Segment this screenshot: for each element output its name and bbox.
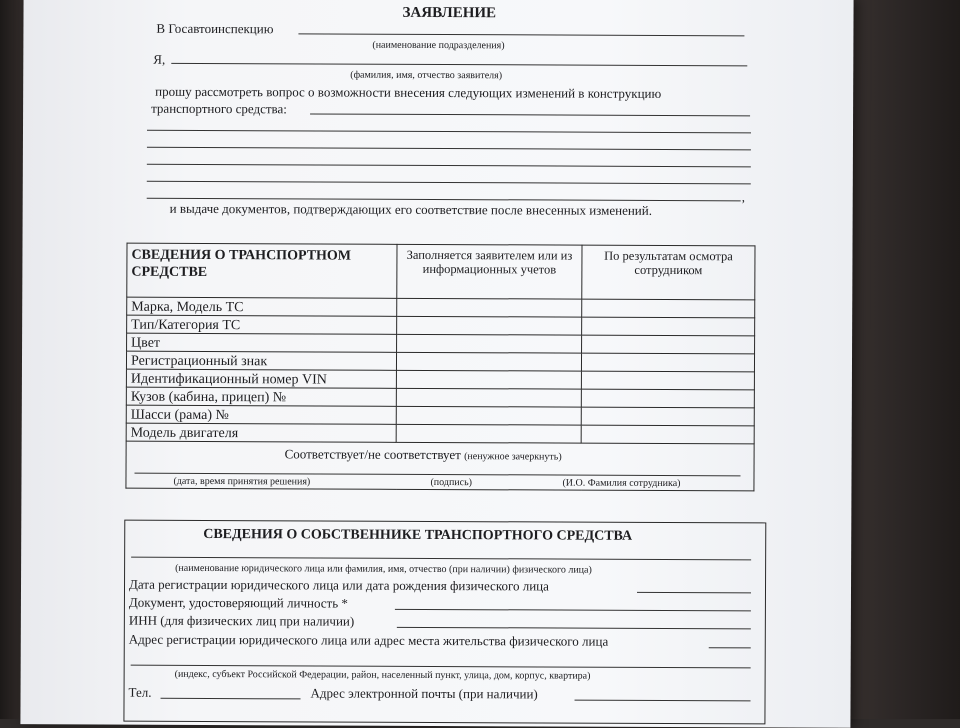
to-field-line bbox=[298, 33, 744, 36]
conformity-text: Соответствует/не соответствует bbox=[284, 446, 461, 463]
officer-name-hint: (И.О. Фамилия сотрудника) bbox=[562, 477, 681, 490]
owner-section-title: СВЕДЕНИЯ О СОБСТВЕННИКЕ ТРАНСПОРТНОГО СРЕДСТВА bbox=[203, 526, 633, 544]
owner-phone-line bbox=[161, 698, 301, 700]
row-label: Регистрационный знак bbox=[126, 351, 396, 370]
request-field-line-2 bbox=[147, 130, 751, 134]
applicant-value-cell[interactable] bbox=[396, 352, 581, 371]
row-label: Модель двигателя bbox=[126, 423, 396, 442]
applicant-value-cell[interactable] bbox=[396, 406, 581, 425]
request-line-1: прошу рассмотреть вопрос о возможности внесения следующих изменений в конструкцию bbox=[155, 83, 662, 101]
inspection-value-cell[interactable] bbox=[582, 335, 755, 354]
table-row bbox=[127, 297, 755, 318]
owner-address-label: Адрес регистрации юридического лица или адрес места жительства физического лица bbox=[128, 631, 609, 649]
vehicle-table-header-1: СВЕДЕНИЯ О ТРАНСПОРТНОМ СРЕДСТВЕ bbox=[127, 243, 397, 298]
owner-name-line bbox=[131, 557, 751, 561]
me-label: Я, bbox=[153, 51, 166, 67]
table-row bbox=[126, 387, 754, 408]
inspection-value-cell[interactable] bbox=[581, 353, 754, 372]
conformity-decision-cell bbox=[126, 441, 754, 491]
inspection-value-cell[interactable] bbox=[581, 425, 754, 444]
applicant-value-cell[interactable] bbox=[396, 388, 581, 407]
row-label: Кузов (кабина, прицеп) № bbox=[126, 387, 396, 406]
row-label: Тип/Категория ТС bbox=[127, 315, 397, 334]
table-row bbox=[127, 315, 755, 336]
inspection-value-cell[interactable] bbox=[581, 407, 754, 426]
owner-name-hint: (наименование юридического лица или фамилия, имя, отчество (при наличии) физического лица) bbox=[175, 562, 592, 576]
owner-address-line-2 bbox=[131, 665, 751, 669]
row-label: Марка, Модель ТС bbox=[127, 297, 397, 316]
owner-reg-date-line bbox=[637, 592, 751, 593]
owner-inn-line bbox=[397, 627, 751, 630]
owner-inn-label: ИНН (для физических лиц при наличии) bbox=[128, 612, 355, 629]
owner-phone-label: Тел. bbox=[128, 684, 152, 700]
owner-email-line bbox=[575, 700, 751, 702]
me-field-line bbox=[171, 63, 747, 67]
applicant-value-cell[interactable] bbox=[397, 298, 582, 317]
table-row bbox=[126, 405, 754, 426]
to-label: В Госавтоинспекцию bbox=[156, 20, 274, 37]
form-title: ЗАЯВЛЕНИЕ bbox=[402, 4, 497, 22]
application-form-sheet bbox=[20, 0, 853, 728]
inspection-value-cell[interactable] bbox=[582, 317, 755, 336]
vehicle-table-header-3: По результатам осмотра сотрудником bbox=[582, 245, 755, 300]
table-row bbox=[126, 369, 754, 390]
owner-address-hint: (индекс, субъект Российской Федерации, район, населенный пункт, улица, дом, корпус, квартира) bbox=[174, 668, 591, 682]
owner-reg-date-label: Дата регистрации юридического лица или дата рождения физического лица bbox=[128, 576, 549, 594]
request-tail: и выдаче документов, подтверждающих его соответствие после внесенных изменений. bbox=[169, 200, 653, 218]
applicant-value-cell[interactable] bbox=[397, 316, 582, 335]
to-hint: (наименование подразделения) bbox=[372, 39, 505, 52]
request-field-line-4 bbox=[147, 164, 751, 168]
request-field-line-3 bbox=[147, 147, 751, 151]
owner-id-doc-label: Документ, удостоверяющий личность * bbox=[128, 594, 348, 611]
row-label: Шасси (рама) № bbox=[126, 405, 396, 424]
inspection-value-cell[interactable] bbox=[581, 389, 754, 408]
conformity-note: (ненужное зачеркнуть) bbox=[464, 451, 562, 463]
decision-date-hint: (дата, время принятия решения) bbox=[173, 475, 311, 488]
applicant-value-cell[interactable] bbox=[396, 424, 581, 443]
owner-email-label: Адрес электронной почты (при наличии) bbox=[310, 685, 538, 702]
inspection-value-cell[interactable] bbox=[581, 371, 754, 390]
table-row bbox=[126, 351, 754, 372]
inspection-value-cell[interactable] bbox=[582, 299, 755, 318]
row-label: Цвет bbox=[127, 333, 397, 352]
owner-id-doc-line bbox=[395, 609, 751, 612]
applicant-value-cell[interactable] bbox=[396, 370, 581, 389]
request-comma: , bbox=[741, 189, 746, 205]
request-field-line-1 bbox=[310, 113, 750, 116]
signature-hint: (подпись) bbox=[430, 476, 473, 489]
request-line-2: транспортного средства: bbox=[151, 100, 287, 117]
row-label: Идентификационный номер VIN bbox=[126, 369, 396, 388]
request-field-line-5 bbox=[147, 181, 751, 185]
applicant-value-cell[interactable] bbox=[397, 334, 582, 353]
vehicle-info-table bbox=[125, 243, 755, 492]
owner-address-line-1 bbox=[709, 647, 751, 648]
me-hint: (фамилия, имя, отчество заявителя) bbox=[350, 69, 503, 82]
owner-info-box bbox=[123, 520, 766, 725]
vehicle-table-header-2: Заполняется заявителем или из информационных учетов bbox=[397, 244, 582, 299]
